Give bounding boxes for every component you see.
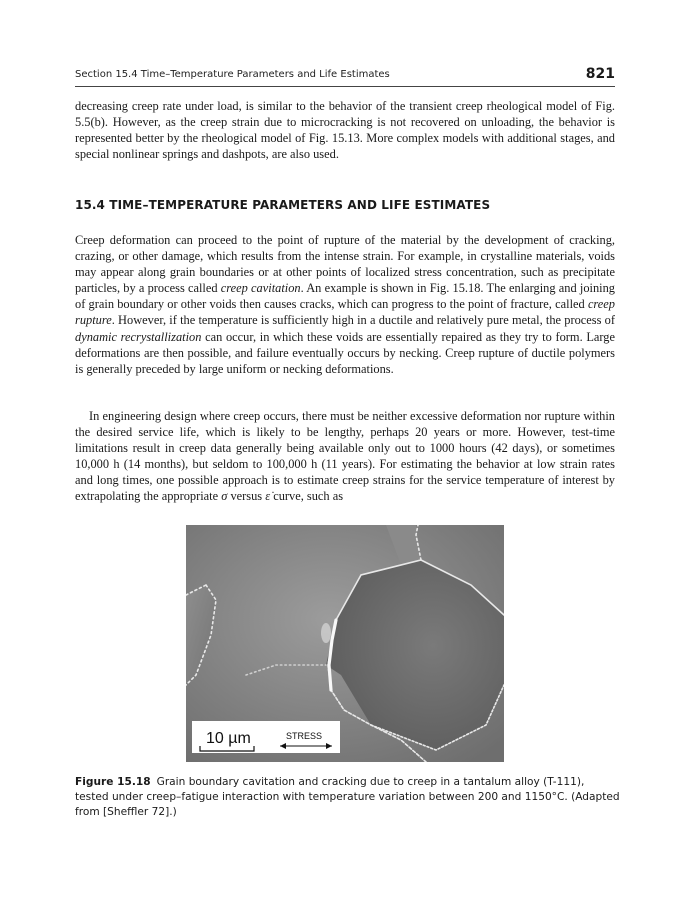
scale-bar-label: 10 µm <box>206 730 251 747</box>
figure-caption <box>75 775 620 820</box>
p2-text-1: In engineering design where creep occurs, there must be neither excessive deformation nor rupture within the desired service life, which is likely to be lengthy, perhaps 20 years or more. However, test-time limitations result in creep data generally being available only out to 1000 hours (42 days), or sometimes 10,000 h (14 months), but seldom to 100,000 h (11 years). For estimating the behavior at low strain rates and long times, one possible approach is to estimate creep strains for the service temperature of interest by extrapolating the appropriate <box>75 409 615 504</box>
term-creep-rupture: creep rupture <box>75 297 615 328</box>
figure-label: Figure 15.18 <box>75 776 151 788</box>
p1-text-1: Creep deformation can proceed to the point of rupture of the material by the development of cracking, crazing, or other damage, which results from the intense strain. For example, in crystalline materials, voids may appear along grain boundaries or at other points of localized stress concentration, such as precipitate particles, by a process called <box>75 233 615 296</box>
term-creep-cavitation: creep cavitation <box>220 281 301 296</box>
term-dynamic-recrystallization: dynamic recrystallization <box>75 329 202 344</box>
p2-text-3: curve, such as <box>270 489 344 504</box>
intro-paragraph <box>75 98 615 162</box>
caption-text: Grain boundary cavitation and cracking due to creep in a tantalum alloy (T-111), tested under creep–fatigue interaction with temperature variation between 200 and 1150°C. (Adapted from [Sheffler 72].) <box>75 776 620 818</box>
running-head: Section 15.4 Time–Temperature Parameters and Life Estimates <box>75 69 390 80</box>
paragraph-1 <box>75 232 615 377</box>
p1-text-4: can occur, in which these voids are essentially repaired as they try to form. Large deformations are then possible, and failure eventually occurs by necking. Creep rupture of ductile polymers is generally preceded by large uniform or necking deformations. <box>75 329 616 376</box>
stress-label: STRESS <box>286 731 323 741</box>
p1-text-3: . However, if the temperature is sufficiently high in a ductile and relatively pure metal, the process of <box>111 313 615 328</box>
cavity-highlight <box>321 623 331 643</box>
header-rule <box>75 86 615 87</box>
p1-text-2: . An example is shown in Fig. 15.18. The enlarging and joining of grain boundary or other voids then causes cracks, which can progress to the point of fracture, called <box>75 281 615 312</box>
p2-text-2: versus <box>227 489 266 504</box>
page-header <box>75 66 615 86</box>
section-heading: 15.4 TIME–TEMPERATURE PARAMETERS AND LIFE ESTIMATES <box>75 198 491 212</box>
micrograph-photo <box>186 525 504 762</box>
intro-text: decreasing creep rate under load, is similar to the behavior of the transient creep rheological model of Fig. 5.5(b). However, as the creep strain due to microcracking is not recovered on unloading, the behavior is represented better by the rheological model of Fig. 15.13. More complex models with additional stages, and special nonlinear springs and dashpots, are also used. <box>75 99 615 162</box>
page-number: 821 <box>585 66 615 82</box>
sigma-symbol: σ <box>221 489 228 504</box>
paragraph-2 <box>75 408 615 505</box>
epsilon-dot-symbol: ε̇ <box>265 489 271 504</box>
